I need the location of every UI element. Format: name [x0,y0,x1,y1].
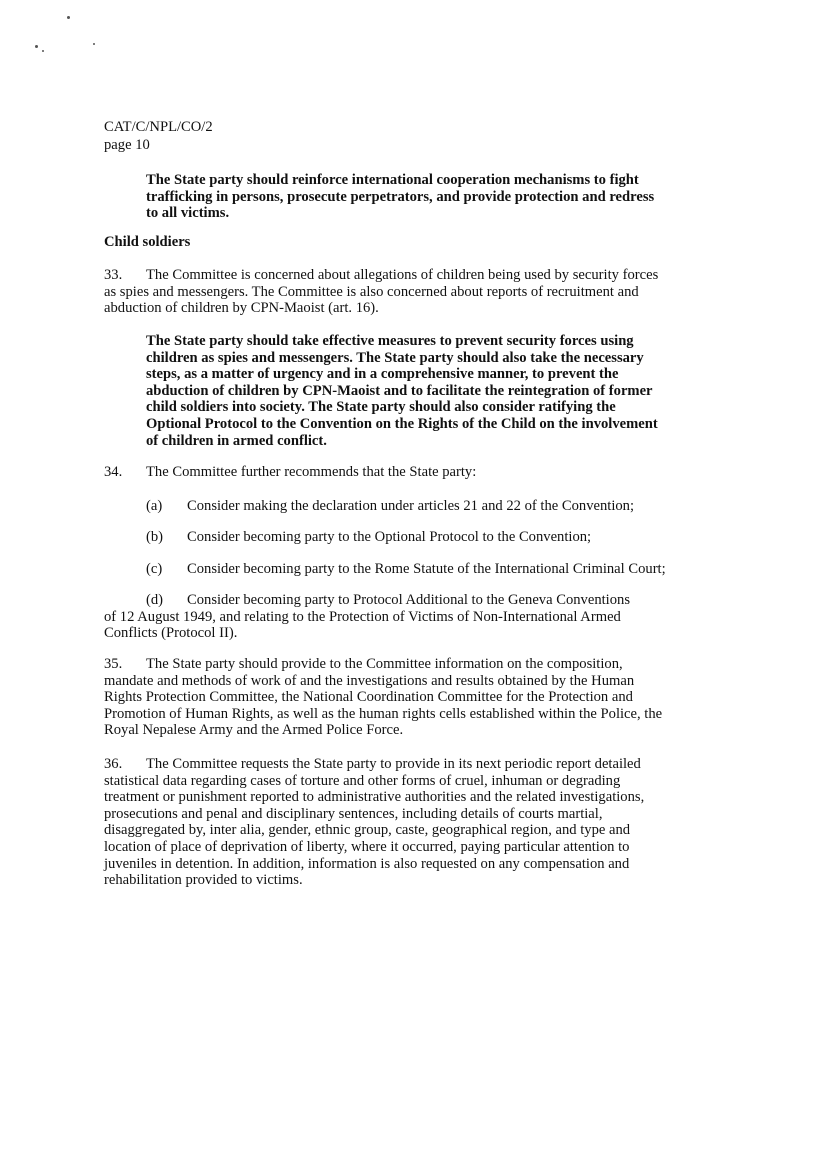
section-heading-child-soldiers: Child soldiers [104,234,191,250]
paragraph-text: The State party should provide to the Committee information on the composition, mandate and methods of work of and the investigations and results obtained by the Human Rights Protection Committee, the National Coordination Committee for the Protection and Promotion of Human Rights, as well as the human rights cells established within the Police, the Royal Nepalese Army and the Armed Police Force. [104,656,663,739]
scan-speck [42,50,44,52]
paragraph-36 [104,756,664,889]
list-item [104,592,644,642]
list-item-label: (a) [146,498,163,514]
paragraph-number: 36. [104,756,123,772]
list-item [146,561,666,578]
list-item-text: Consider making the declaration under articles 21 and 22 of the Convention; [187,498,635,514]
list-item-text: Consider becoming party to the Optional Protocol to the Convention; [187,529,592,545]
scan-speck [93,43,95,45]
paragraph-text: The Committee requests the State party to provide in its next periodic report detailed statistical data regarding cases of torture and other forms of cruel, inhuman or degrading treatment or punishment reported to administrative authorities and the related investigations, prosecutions and penal and disciplinary sentences, including details of courts martial, disaggregated by, inter alia, gender, ethnic group, caste, geographical region, and type and location of place of deprivation of liberty, where it occurred, paying particular attention to juveniles in detention. In addition, information is also requested on any compensation and rehabilitation provided to victims. [104,756,645,889]
list-item [146,529,591,546]
list-item-label: (b) [146,529,164,545]
list-item-label: (d) [146,592,164,608]
scan-speck [67,16,70,19]
paragraph-35 [104,656,664,739]
paragraph-text: The Committee is concerned about allegations of children being used by security forces as spies and messengers. The Committee is also concerned about reports of recruitment and abduction of children by CPN-Maoist (art. 16). [104,267,659,317]
paragraph-number: 34. [104,464,123,480]
paragraph-number: 33. [104,267,123,283]
recommendation-child-soldiers: The State party should take effective measures to prevent security forces using children as spies and messengers. The State party should also take the necessary steps, as a matter of urgency and in a comprehensive manner, to prevent the abduction of children by CPN-Maoist and to facilitate the reintegration of former child soldiers into society. The State party should also consider ratifying the Optional Protocol to the Convention on the Rights of the Child on the involvement of children in armed conflict. [146,333,658,449]
paragraph-34 [104,464,664,481]
list-item-text: Consider becoming party to the Rome Statute of the International Criminal Court; [187,561,666,577]
paragraph-number: 35. [104,656,123,672]
list-item-label: (c) [146,561,163,577]
list-item-text: Consider becoming party to Protocol Additional to the Geneva Conventions of 12 August 1949, and relating to the Protection of Victims of Non-International Armed Conflicts (Protocol II). [104,592,631,642]
paragraph-33 [104,267,664,317]
page-header [104,118,213,154]
document-symbol: CAT/C/NPL/CO/2 [104,119,213,135]
page-number: page 10 [104,137,150,153]
list-item [146,498,634,515]
scan-speck [35,45,38,48]
paragraph-text: The Committee further recommends that the State party: [146,464,477,480]
recommendation-trafficking: The State party should reinforce international cooperation mechanisms to fight trafficking in persons, prosecute perpetrators, and provide protection and redress to all victims. [146,172,655,222]
